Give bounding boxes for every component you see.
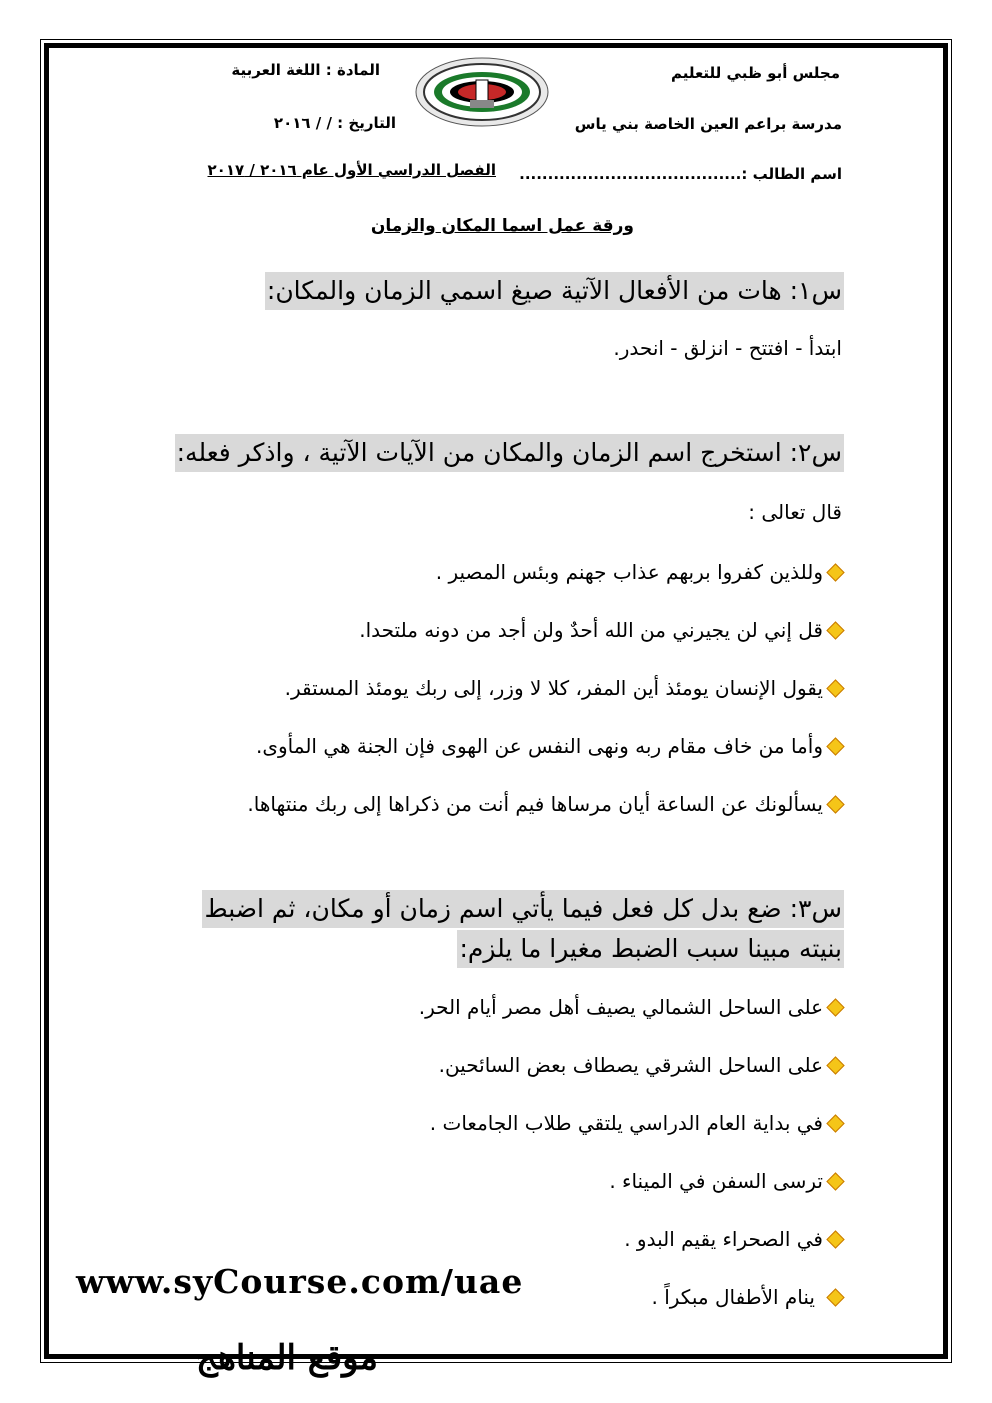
worksheet-title: ورقة عمل اسما المكان والزمان: [370, 216, 634, 236]
bullet-diamond-icon: [826, 737, 844, 755]
list-item: في بداية العام الدراسي يلتقي طلاب الجامعات .: [430, 1111, 842, 1135]
school-emblem-icon: [412, 54, 552, 132]
bullet-diamond-icon: [826, 998, 844, 1016]
list-item: على الساحل الشمالي يصيف أهل مصر أيام الحر.: [419, 995, 842, 1019]
bullet-diamond-icon: [826, 679, 844, 697]
bullet-diamond-icon: [826, 1230, 844, 1248]
list-item: ترسى السفن في الميناء .: [609, 1169, 842, 1193]
bullet-diamond-icon: [826, 621, 844, 639]
question-3-line-2: بنيته مبينا سبب الضبط مغيرا ما يلزم:: [457, 930, 844, 968]
watermark-url: www.syCourse.com/uae: [76, 1262, 524, 1301]
question-1-verbs: ابتدأ - افتتح - انزلق - انحدر.: [613, 336, 842, 360]
list-item: قل إني لن يجيرني من الله أحدٌ ولن أجد من دونه ملتحدا.: [359, 618, 842, 642]
subject-label: المادة : اللغة العربية: [231, 61, 380, 79]
bullet-diamond-icon: [826, 1056, 844, 1074]
bullet-diamond-icon: [826, 563, 844, 581]
semester-label: الفصل الدراسي الأول عام ٢٠١٦ / ٢٠١٧: [207, 161, 496, 179]
student-name-field: اسم الطالب :.......................................: [519, 165, 842, 183]
date-field: التاريخ : / / ٢٠١٦: [273, 114, 396, 132]
question-1: س١: هات من الأفعال الآتية صيغ اسمي الزمان والمكان:: [265, 272, 844, 310]
school-logo: [412, 54, 552, 132]
bullet-diamond-icon: [826, 1288, 844, 1306]
list-item: على الساحل الشرقي يصطاف بعض السائحين.: [439, 1053, 842, 1077]
page-border-inner: [44, 43, 948, 1359]
bullet-diamond-icon: [826, 1172, 844, 1190]
bullet-diamond-icon: [826, 795, 844, 813]
list-item: وأما من خاف مقام ربه ونهى النفس عن الهوى فإن الجنة هي المأوى.: [256, 734, 842, 758]
school-name: مدرسة براعم العين الخاصة بني ياس: [574, 115, 842, 133]
list-item: وللذين كفروا بربهم عذاب جهنم وبئس المصير .: [436, 560, 842, 584]
list-item: في الصحراء يقيم البدو .: [624, 1227, 842, 1251]
list-item: يقول الإنسان يومئذ أين المفر، كلا لا وزر، إلى ربك يومئذ المستقر.: [285, 676, 842, 700]
quran-intro: قال تعالى :: [748, 500, 842, 524]
bullet-diamond-icon: [826, 1114, 844, 1132]
question-2: س٢: استخرج اسم الزمان والمكان من الآيات الآتية ، واذكر فعله:: [175, 434, 844, 472]
council-name: مجلس أبو ظبي للتعليم: [670, 64, 840, 82]
watermark-site-name: موقع المناهج: [196, 1338, 378, 1378]
list-item: ينام الأطفال مبكراً .: [651, 1285, 842, 1309]
question-3-line-1: س٣: ضع بدل كل فعل فيما يأتي اسم زمان أو مكان، ثم اضبط: [202, 890, 844, 928]
list-item: يسألونك عن الساعة أيان مرساها فيم أنت من ذكراها إلى ربك منتهاها.: [247, 792, 842, 816]
